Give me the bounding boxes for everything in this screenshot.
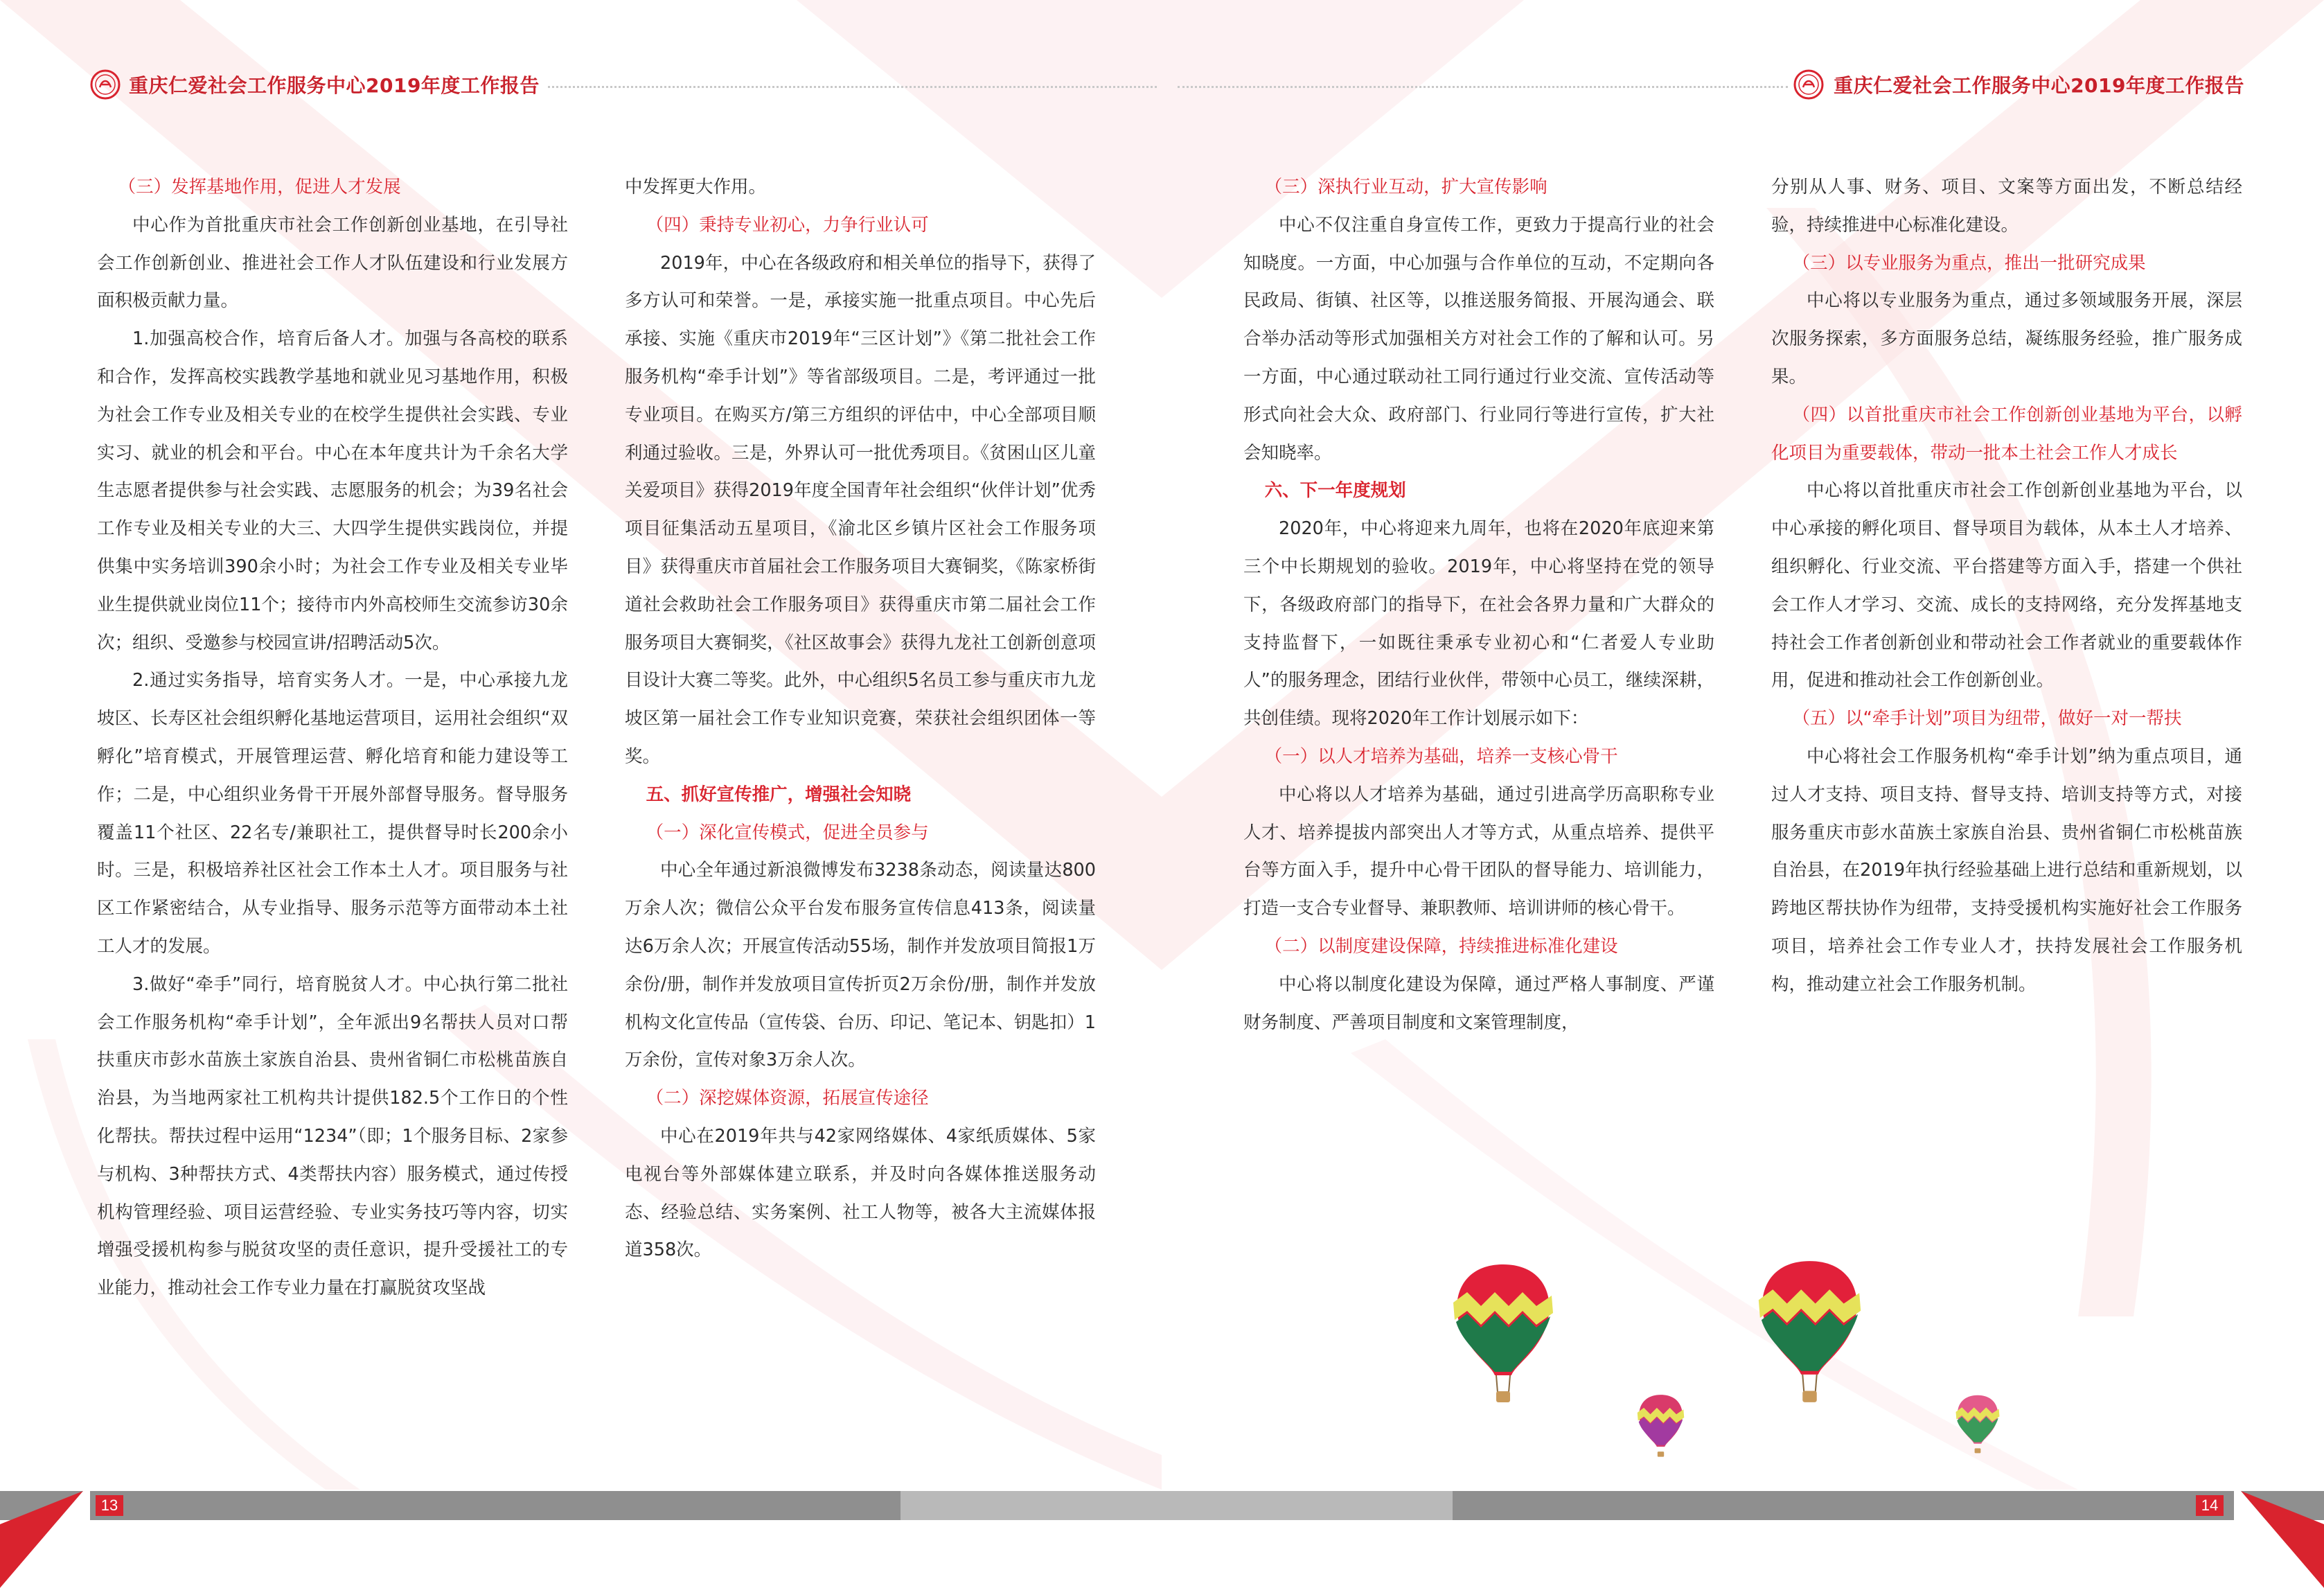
paragraph: 2.通过实务指导，培育实务人才。一是，中心承接九龙坡区、长寿区社会组织孵化基地运营项目，运用社会组织“双孵化”培育模式，开展管理运营、孵化培育和能力建设等工作；二是，中心组织业务骨干开展外部督导服务。督导服务覆盖11个社区、22名专/兼职社工，提供督导时长200余小时。三是，积极培养社区社会工作本土人才。项目服务与社区工作紧密结合，从专业指导、服务示范等方面带动本土社工人才的发展。 — [97, 670, 568, 957]
red-circle-logo-icon — [1793, 69, 1824, 100]
section-heading: 六、下一年度规划 — [1264, 480, 1406, 502]
corner-decoration-right — [2234, 1483, 2324, 1588]
page14-column-left — [1243, 168, 1714, 1041]
paragraph-continued: 中发挥更大作用。 — [625, 177, 767, 197]
paragraph: 中心不仅注重自身宣传工作，更致力于提高行业的社会知晓度。一方面，中心加强与合作单位的互动，不定期向各民政局、街镇、社区等，以推送服务简报、开展沟通会、联合举办活动等形式加强相关方对社会工作的了解和认可。另一方面，中心通过联动社工同行通过行业交流、宣传活动等形式向社会大众、政府部门、行业同行等进行宣传，扩大社会知晓率。 — [1243, 214, 1714, 464]
page13-column-right — [625, 168, 1096, 1269]
page-number-right: 14 — [2196, 1495, 2224, 1516]
header-left — [90, 68, 1157, 101]
paragraph: 中心将以制度化建设为保障，通过严格人事制度、严谨财务制度、严善项目制度和文案管理制度， — [1243, 973, 1714, 1033]
subsection-heading: （三）深执行业互动，扩大宣传影响 — [1264, 177, 1547, 197]
footer-band-highlight — [1162, 1491, 1453, 1520]
subsection-heading: （五）以“牵手计划”项目为纽带，做好一对一帮扶 — [1792, 708, 2182, 730]
page13-column-left — [97, 168, 568, 1307]
paragraph-continued: 分别从人事、财务、项目、文案等方面出发，不断总结经验，持续推进中心标准化建设。 — [1771, 177, 2242, 236]
hot-air-balloon-icon — [1448, 1261, 1559, 1406]
subsection-heading: （一）深化宣传模式，促进全员参与 — [646, 822, 929, 843]
section-heading: 五、抓好宣传推广，增强社会知晓 — [646, 784, 912, 805]
subsection-heading: （四）秉持专业初心，力争行业认可 — [646, 214, 929, 236]
footer-band-highlight — [901, 1491, 1162, 1520]
paragraph: 中心作为首批重庆市社会工作创新创业基地，在引导社会工作创新创业、推进社会工作人才队伍建设和行业发展方面积极贡献力量。 — [97, 214, 568, 312]
paragraph: 3.做好“牵手”同行，培育脱贫人才。中心执行第二批社会工作服务机构“牵手计划”，全年派出9名帮扶人员对口帮扶重庆市彭水苗族土家族自治县、贵州省铜仁市松桃苗族自治县，为当地两家社工机构共计提供182.5个工作日的个性化帮扶。帮扶过程中运用“1234”（即；1个服务目标、2家参与机构、3种帮扶方式、4类帮扶内容）服务模式，通过传授机构管理经验、项目运营经验、专业实务技巧等内容，切实增强受援机构参与脱贫攻坚的责任意识，提升受援社工的专业能力，推动社会工作专业力量在打赢脱贫攻坚战 — [97, 973, 568, 1299]
report-title: 重庆仁爱社会工作服务中心2019年度工作报告 — [129, 74, 540, 97]
header-dotted-line — [1178, 86, 1788, 88]
page14-column-right — [1771, 168, 2242, 1004]
subsection-heading: （三）以专业服务为重点，推出一批研究成果 — [1792, 252, 2146, 274]
paragraph: 中心将社会工作服务机构“牵手计划”纳为重点项目，通过人才支持、项目支持、督导支持、培训支持等方式，对接服务重庆市彭水苗族土家族自治县、贵州省铜仁市松桃苗族自治县，在2019年执行经验基础上进行总结和重新规划，以跨地区帮扶协作为纽带，支持受援机构实施好社会工作服务项目，培养社会工作专业人才，扶持发展社会工作服务机构，推动建立社会工作服务机制。 — [1771, 746, 2242, 995]
paragraph: 中心全年通过新浪微博发布3238条动态，阅读量达800万余人次；微信公众平台发布服务宣传信息413条，阅读量达6万余人次；开展宣传活动55场，制作并发放项目简报1万余份/册，制作并发放项目宣传折页2万余份/册，制作并发放机构文化宣传品（宣传袋、台历、印记、笔记本、钥匙扣）1万余份，宣传对象3万余人次。 — [625, 860, 1096, 1071]
red-circle-logo-icon — [90, 69, 121, 100]
header-dotted-line — [548, 86, 1157, 88]
subsection-heading: （二）深挖媒体资源，拓展宣传途径 — [646, 1088, 929, 1109]
paragraph: 中心将以专业服务为重点，通过多领域服务开展，深层次服务探索，多方面服务总结，凝练服务经验，推广服务成果。 — [1771, 290, 2242, 387]
report-title: 重庆仁爱社会工作服务中心2019年度工作报告 — [1834, 74, 2244, 97]
hot-air-balloon-icon — [1753, 1258, 1867, 1406]
small-balloon-icon — [1953, 1393, 2002, 1458]
paragraph: 中心将以人才培养为基础，通过引进高学历高职称专业人才、培养提拔内部突出人才等方式，从重点培养、提供平台等方面入手，提升中心骨干团队的督导能力、培训能力，打造一支合专业督导、兼职教师、培训讲师的核心骨干。 — [1243, 784, 1714, 919]
subsection-heading: （一）以人才培养为基础，培养一支核心骨干 — [1264, 746, 1618, 767]
paragraph: 中心在2019年共与42家网络媒体、4家纸质媒体、5家电视台等外部媒体建立联系，并及时向各媒体推送服务动态、经验总结、实务案例、社工人物等，被各大主流媒体报道358次。 — [625, 1125, 1096, 1261]
small-balloon-icon — [1635, 1393, 1687, 1462]
subsection-heading: （三）发挥基地作用，促进人才发展 — [118, 177, 401, 197]
header-right — [1178, 68, 2244, 101]
page-number-left: 13 — [96, 1495, 123, 1516]
paragraph: 2020年，中心将迎来九周年，也将在2020年底迎来第三个中长期规划的验收。2019年，中心将坚持在党的领导下，各级政府部门的指导下，在社会各界力量和广大群众的支持监督下，一如既往秉承专业初心和“仁者爱人专业助人”的服务理念，团结行业伙伴，带领中心员工，继续深耕，共创佳绩。现将2020年工作计划展示如下： — [1243, 518, 1714, 730]
corner-decoration-left — [0, 1483, 90, 1588]
paragraph: 2019年，中心在各级政府和相关单位的指导下，获得了多方认可和荣誉。一是，承接实施一批重点项目。中心先后承接、实施《重庆市2019年“三区计划”》《第二批社会工作服务机构“牵手计划”》等省部级项目。二是，考评通过一批专业项目。在购买方/第三方组织的评估中，中心全部项目顺利通过验收。三是，外界认可一批优秀项目。《贫困山区儿童关爱项目》获得2019年度全国青年社会组织“伙伴计划”优秀项目征集活动五星项目，《渝北区乡镇片区社会工作服务项目》获得重庆市首届社会工作服务项目大赛铜奖，《陈家桥街道社会救助社会工作服务项目》获得重庆市第二届社会工作服务项目大赛铜奖，《社区故事会》获得九龙社工创新创意项目设计大赛二等奖。此外，中心组织5名员工参与重庆市九龙坡区第一届社会工作专业知识竞赛，荣获社会组织团体一等奖。 — [625, 252, 1096, 767]
paragraph: 1.加强高校合作，培育后备人才。加强与各高校的联系和合作，发挥高校实践教学基地和就业见习基地作用，积极为社会工作专业及相关专业的在校学生提供社会实践、专业实习、就业的机会和平台。中心在本年度共计为千余名大学生志愿者提供参与社会实践、志愿服务的机会；为39名社会工作专业及相关专业的大三、大四学生提供实践岗位，并提供集中实务培训390余小时；为社会工作专业及相关专业毕业生提供就业岗位11个；接待市内外高校师生交流参访30余次；组织、受邀参与校园宣讲/招聘活动5次。 — [97, 328, 568, 653]
paragraph: 中心将以首批重庆市社会工作创新创业基地为平台，以中心承接的孵化项目、督导项目为载体，从本土人才培养、组织孵化、行业交流、平台搭建等方面入手，搭建一个供社会工作人才学习、交流、成长的支持网络，充分发挥基地支持社会工作者创新创业和带动社会工作者就业的重要载体作用，促进和推动社会工作创新创业。 — [1771, 480, 2242, 691]
subsection-heading: （二）以制度建设保障，持续推进标准化建设 — [1264, 935, 1618, 957]
subsection-heading: （四）以首批重庆市社会工作创新创业基地为平台，以孵化项目为重要载体，带动一批本土社会工作人才成长 — [1771, 404, 2242, 464]
